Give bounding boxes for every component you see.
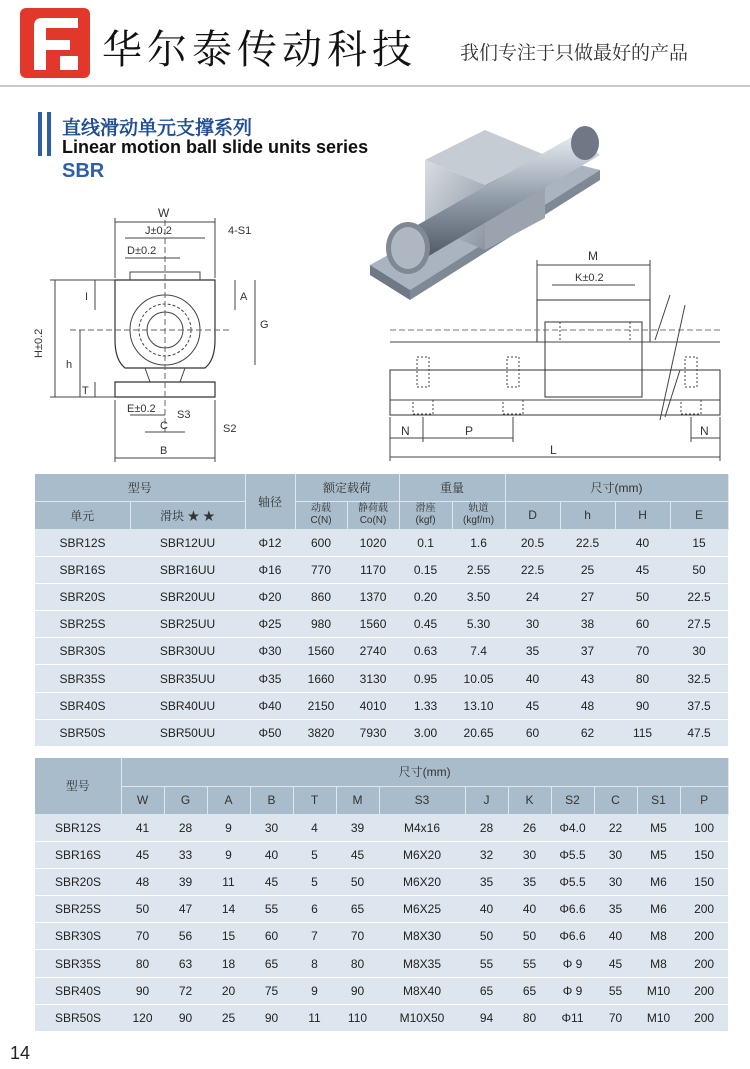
cell-value: 32 xyxy=(465,841,508,868)
cell-value: 50 xyxy=(465,923,508,950)
cell-co: 7930 xyxy=(347,719,399,746)
cell-value: Φ5.5 xyxy=(551,868,594,895)
cell-unit: SBR30S xyxy=(35,638,130,665)
cell-value: M4x16 xyxy=(379,814,465,841)
th-H: H xyxy=(615,501,670,529)
cell-D: 35 xyxy=(505,638,560,665)
cross-section-drawing xyxy=(30,200,280,465)
cell-h: 37 xyxy=(560,638,615,665)
table-row xyxy=(35,1004,728,1031)
cell-unit: SBR50S xyxy=(35,719,130,746)
cell-model: SBR12S xyxy=(35,814,121,841)
cell-value: 30 xyxy=(508,841,551,868)
cell-model: SBR25S xyxy=(35,896,121,923)
dim-label-j: J±0.2 xyxy=(145,225,172,237)
cell-model: SBR20S xyxy=(35,868,121,895)
cell-D: 45 xyxy=(505,692,560,719)
cell-value: 75 xyxy=(250,977,293,1004)
cell-value: 50 xyxy=(121,896,164,923)
th-D: D xyxy=(505,501,560,529)
cell-value: 47 xyxy=(164,896,207,923)
cell-value: 110 xyxy=(336,1004,379,1031)
cell-H: 50 xyxy=(615,583,670,610)
th2-col: P xyxy=(680,786,728,814)
dim-label-n-right: N xyxy=(700,424,709,438)
cell-wr: 3.50 xyxy=(452,583,505,610)
dim-label-i: I xyxy=(85,291,89,303)
cell-shaft: Φ35 xyxy=(245,665,295,692)
th-unit: 单元 xyxy=(35,501,130,529)
cell-value: Φ11 xyxy=(551,1004,594,1031)
cell-h: 27 xyxy=(560,583,615,610)
cell-shaft: Φ25 xyxy=(245,611,295,638)
table-row xyxy=(35,977,728,1004)
dimension-table xyxy=(35,758,729,1032)
cell-value: 65 xyxy=(508,977,551,1004)
cell-value: 15 xyxy=(207,923,250,950)
cell-value: 39 xyxy=(164,868,207,895)
cell-wb: 0.20 xyxy=(399,583,452,610)
cell-value: 45 xyxy=(250,868,293,895)
dim-label-g: G xyxy=(260,319,269,331)
th2-col: S1 xyxy=(637,786,680,814)
table-row xyxy=(35,611,728,638)
cell-value: 5 xyxy=(293,868,336,895)
dim-label-h: h xyxy=(66,359,73,371)
th-model: 型号 xyxy=(35,474,245,501)
cell-model: SBR40S xyxy=(35,977,121,1004)
cell-value: 18 xyxy=(207,950,250,977)
cell-model: SBR30S xyxy=(35,923,121,950)
cell-c: 3820 xyxy=(295,719,347,746)
cell-value: 200 xyxy=(680,923,728,950)
cell-value: 8 xyxy=(293,950,336,977)
dim-label-b: B xyxy=(160,445,168,457)
cell-co: 1560 xyxy=(347,611,399,638)
cell-D: 40 xyxy=(505,665,560,692)
series-title-en: Linear motion ball slide units series xyxy=(62,137,369,157)
dim-label-t: T xyxy=(82,385,89,397)
cell-wr: 13.10 xyxy=(452,692,505,719)
cell-value: 80 xyxy=(121,950,164,977)
cell-value: 200 xyxy=(680,896,728,923)
th2-col: G xyxy=(164,786,207,814)
cell-model: SBR50S xyxy=(35,1004,121,1031)
cell-value: 30 xyxy=(594,841,637,868)
cell-value: M8X35 xyxy=(379,950,465,977)
cell-value: 35 xyxy=(508,868,551,895)
dim-label-s3: S3 xyxy=(177,409,191,421)
cell-h: 62 xyxy=(560,719,615,746)
cell-value: 28 xyxy=(164,814,207,841)
cell-h: 25 xyxy=(560,556,615,583)
cell-E: 22.5 xyxy=(670,583,728,610)
cell-value: 33 xyxy=(164,841,207,868)
cell-value: M5 xyxy=(637,814,680,841)
cell-value: 35 xyxy=(465,868,508,895)
dim-label-d: D±0.2 xyxy=(127,245,157,257)
cell-wr: 20.65 xyxy=(452,719,505,746)
th-weight: 重量 xyxy=(399,474,505,501)
th2-model: 型号 xyxy=(35,758,121,814)
cell-wb: 0.63 xyxy=(399,638,452,665)
cell-value: M8X30 xyxy=(379,923,465,950)
cell-value: 120 xyxy=(121,1004,164,1031)
cell-co: 1370 xyxy=(347,583,399,610)
cell-block: SBR16UU xyxy=(130,556,245,583)
cell-value: 9 xyxy=(293,977,336,1004)
cell-E: 37.5 xyxy=(670,692,728,719)
cell-value: Φ6.6 xyxy=(551,923,594,950)
cell-value: 90 xyxy=(250,1004,293,1031)
cell-E: 15 xyxy=(670,529,728,556)
dim-label-w: W xyxy=(158,206,170,220)
cell-wb: 0.45 xyxy=(399,611,452,638)
cell-value: 55 xyxy=(594,977,637,1004)
cell-block: SBR50UU xyxy=(130,719,245,746)
th2-col: S3 xyxy=(379,786,465,814)
cell-value: 60 xyxy=(250,923,293,950)
cell-value: M5 xyxy=(637,841,680,868)
cell-block: SBR12UU xyxy=(130,529,245,556)
cell-shaft: Φ50 xyxy=(245,719,295,746)
cell-H: 45 xyxy=(615,556,670,583)
cell-H: 90 xyxy=(615,692,670,719)
cell-value: 65 xyxy=(250,950,293,977)
cell-value: 94 xyxy=(465,1004,508,1031)
cell-value: Φ 9 xyxy=(551,950,594,977)
cell-value: 35 xyxy=(594,896,637,923)
cell-value: 56 xyxy=(164,923,207,950)
cell-value: 65 xyxy=(465,977,508,1004)
cell-value: 50 xyxy=(508,923,551,950)
cell-co: 2740 xyxy=(347,638,399,665)
table-row xyxy=(35,923,728,950)
th-load: 额定载荷 xyxy=(295,474,399,501)
table-row xyxy=(35,692,728,719)
table-row xyxy=(35,719,728,746)
table-row xyxy=(35,896,728,923)
cell-co: 1170 xyxy=(347,556,399,583)
load-weight-table xyxy=(35,474,729,747)
cell-value: M8 xyxy=(637,950,680,977)
cell-c: 770 xyxy=(295,556,347,583)
brand-logo-icon xyxy=(20,8,90,78)
cell-value: 14 xyxy=(207,896,250,923)
cell-value: 55 xyxy=(250,896,293,923)
table-row xyxy=(35,638,728,665)
cell-block: SBR20UU xyxy=(130,583,245,610)
table-row xyxy=(35,583,728,610)
th-block: 滑块 ★ ★ xyxy=(130,501,245,529)
dim-label-n-left: N xyxy=(401,424,410,438)
cell-H: 80 xyxy=(615,665,670,692)
cell-E: 32.5 xyxy=(670,665,728,692)
cell-value: 55 xyxy=(465,950,508,977)
cell-value: 45 xyxy=(594,950,637,977)
dim-label-l: L xyxy=(550,443,557,457)
cell-D: 20.5 xyxy=(505,529,560,556)
cell-value: 11 xyxy=(207,868,250,895)
cell-wr: 7.4 xyxy=(452,638,505,665)
company-slogan: 我们专注于只做最好的产品 xyxy=(460,42,689,64)
th2-col: K xyxy=(508,786,551,814)
cell-value: 30 xyxy=(594,868,637,895)
cell-D: 30 xyxy=(505,611,560,638)
cell-value: 5 xyxy=(293,841,336,868)
cell-wr: 5.30 xyxy=(452,611,505,638)
cell-H: 70 xyxy=(615,638,670,665)
th2-dim: 尺寸(mm) xyxy=(121,758,728,786)
cell-wb: 0.1 xyxy=(399,529,452,556)
cell-c: 860 xyxy=(295,583,347,610)
cell-value: M8X40 xyxy=(379,977,465,1004)
cell-value: 40 xyxy=(465,896,508,923)
cell-value: 9 xyxy=(207,841,250,868)
th-h: h xyxy=(560,501,615,529)
cell-wb: 3.00 xyxy=(399,719,452,746)
th2-col: J xyxy=(465,786,508,814)
th2-col: W xyxy=(121,786,164,814)
cell-value: 70 xyxy=(336,923,379,950)
cell-shaft: Φ12 xyxy=(245,529,295,556)
cell-wr: 1.6 xyxy=(452,529,505,556)
cell-c: 980 xyxy=(295,611,347,638)
cell-value: 40 xyxy=(508,896,551,923)
cell-h: 22.5 xyxy=(560,529,615,556)
cell-wb: 0.15 xyxy=(399,556,452,583)
cell-value: 72 xyxy=(164,977,207,1004)
table-row xyxy=(35,665,728,692)
dim-label-s2: S2 xyxy=(223,423,237,435)
th2-col: S2 xyxy=(551,786,594,814)
cell-value: M6X20 xyxy=(379,841,465,868)
dim-label-h-tol: H±0.2 xyxy=(33,328,45,358)
cell-value: M6 xyxy=(637,896,680,923)
cell-value: M6X25 xyxy=(379,896,465,923)
page-header xyxy=(0,0,750,95)
cell-D: 22.5 xyxy=(505,556,560,583)
cell-value: 80 xyxy=(336,950,379,977)
cell-value: 4 xyxy=(293,814,336,841)
cell-value: 50 xyxy=(336,868,379,895)
cell-unit: SBR12S xyxy=(35,529,130,556)
cell-H: 40 xyxy=(615,529,670,556)
company-name: 华尔泰传动科技 xyxy=(102,27,417,73)
cell-value: M10 xyxy=(637,977,680,1004)
table-row xyxy=(35,529,728,556)
cell-value: 28 xyxy=(465,814,508,841)
cell-value: M10X50 xyxy=(379,1004,465,1031)
cell-E: 50 xyxy=(670,556,728,583)
cell-value: Φ4.0 xyxy=(551,814,594,841)
th-shaft: 轴径 xyxy=(245,474,295,529)
th-block-weight: 滑座 (kgf) xyxy=(399,501,452,529)
th-dyn-load: 动载 C(N) xyxy=(295,501,347,529)
cell-h: 38 xyxy=(560,611,615,638)
cell-c: 600 xyxy=(295,529,347,556)
dim-label-p: P xyxy=(465,424,474,438)
cell-value: M6X20 xyxy=(379,868,465,895)
cell-value: 90 xyxy=(336,977,379,1004)
cell-value: 90 xyxy=(121,977,164,1004)
cell-value: Φ5.5 xyxy=(551,841,594,868)
dim-label-m: M xyxy=(588,249,598,263)
dim-label-s1: 4-S1 xyxy=(228,225,252,237)
cell-c: 2150 xyxy=(295,692,347,719)
cell-value: 30 xyxy=(250,814,293,841)
cell-model: SBR16S xyxy=(35,841,121,868)
cell-value: 7 xyxy=(293,923,336,950)
cell-value: 70 xyxy=(121,923,164,950)
cell-value: 6 xyxy=(293,896,336,923)
cell-value: 40 xyxy=(250,841,293,868)
cell-value: M8 xyxy=(637,923,680,950)
dim-label-c: C xyxy=(160,420,168,432)
table-row xyxy=(35,814,728,841)
cell-D: 60 xyxy=(505,719,560,746)
cell-unit: SBR40S xyxy=(35,692,130,719)
cell-value: 80 xyxy=(508,1004,551,1031)
cell-value: M6 xyxy=(637,868,680,895)
cell-h: 43 xyxy=(560,665,615,692)
cell-value: 45 xyxy=(121,841,164,868)
cell-value: M10 xyxy=(637,1004,680,1031)
cell-c: 1560 xyxy=(295,638,347,665)
cell-value: 39 xyxy=(336,814,379,841)
header-divider xyxy=(0,85,750,87)
cell-value: 41 xyxy=(121,814,164,841)
cell-co: 1020 xyxy=(347,529,399,556)
table-row xyxy=(35,841,728,868)
cell-unit: SBR25S xyxy=(35,611,130,638)
cell-value: Φ6.6 xyxy=(551,896,594,923)
cell-value: 11 xyxy=(293,1004,336,1031)
dim-label-k: K±0.2 xyxy=(575,272,604,284)
th-dim: 尺寸(mm) xyxy=(505,474,728,501)
cell-unit: SBR35S xyxy=(35,665,130,692)
cell-value: 9 xyxy=(207,814,250,841)
cell-shaft: Φ30 xyxy=(245,638,295,665)
th2-col: A xyxy=(207,786,250,814)
cell-value: 26 xyxy=(508,814,551,841)
cell-c: 1660 xyxy=(295,665,347,692)
cell-E: 27.5 xyxy=(670,611,728,638)
th2-col: T xyxy=(293,786,336,814)
cell-unit: SBR16S xyxy=(35,556,130,583)
cell-block: SBR35UU xyxy=(130,665,245,692)
cell-value: 63 xyxy=(164,950,207,977)
cell-wb: 0.95 xyxy=(399,665,452,692)
cell-value: 55 xyxy=(508,950,551,977)
th2-col: C xyxy=(594,786,637,814)
cell-H: 60 xyxy=(615,611,670,638)
cell-E: 30 xyxy=(670,638,728,665)
cell-value: 150 xyxy=(680,868,728,895)
cell-shaft: Φ16 xyxy=(245,556,295,583)
table-row xyxy=(35,556,728,583)
cell-value: 200 xyxy=(680,1004,728,1031)
cell-value: 48 xyxy=(121,868,164,895)
cell-value: 90 xyxy=(164,1004,207,1031)
cell-H: 115 xyxy=(615,719,670,746)
cell-shaft: Φ20 xyxy=(245,583,295,610)
cell-value: Φ 9 xyxy=(551,977,594,1004)
page-number: 14 xyxy=(10,1043,31,1063)
dim-label-a: A xyxy=(240,291,248,303)
th-rail-weight: 轨道 (kgf/m) xyxy=(452,501,505,529)
cell-block: SBR40UU xyxy=(130,692,245,719)
dim-label-e: E±0.2 xyxy=(127,403,156,415)
side-view-drawing xyxy=(385,245,730,465)
table-row xyxy=(35,868,728,895)
cell-value: 200 xyxy=(680,977,728,1004)
series-model: SBR xyxy=(62,160,105,182)
cell-block: SBR30UU xyxy=(130,638,245,665)
cell-h: 48 xyxy=(560,692,615,719)
cell-value: 100 xyxy=(680,814,728,841)
cell-block: SBR25UU xyxy=(130,611,245,638)
th-E: E xyxy=(670,501,728,529)
cell-wr: 2.55 xyxy=(452,556,505,583)
cell-model: SBR35S xyxy=(35,950,121,977)
cell-value: 65 xyxy=(336,896,379,923)
cell-E: 47.5 xyxy=(670,719,728,746)
cell-D: 24 xyxy=(505,583,560,610)
th-static-load: 静荷载 Co(N) xyxy=(347,501,399,529)
th2-col: B xyxy=(250,786,293,814)
cell-shaft: Φ40 xyxy=(245,692,295,719)
table-row xyxy=(35,950,728,977)
cell-value: 40 xyxy=(594,923,637,950)
cell-unit: SBR20S xyxy=(35,583,130,610)
cell-value: 20 xyxy=(207,977,250,1004)
cell-value: 45 xyxy=(336,841,379,868)
cell-wr: 10.05 xyxy=(452,665,505,692)
cell-value: 150 xyxy=(680,841,728,868)
th2-col: M xyxy=(336,786,379,814)
cell-co: 3130 xyxy=(347,665,399,692)
cell-value: 25 xyxy=(207,1004,250,1031)
cell-value: 200 xyxy=(680,950,728,977)
cell-co: 4010 xyxy=(347,692,399,719)
cell-value: 70 xyxy=(594,1004,637,1031)
cell-wb: 1.33 xyxy=(399,692,452,719)
cell-value: 22 xyxy=(594,814,637,841)
series-title-cn: 直线滑动单元支撑系列 xyxy=(62,117,253,139)
